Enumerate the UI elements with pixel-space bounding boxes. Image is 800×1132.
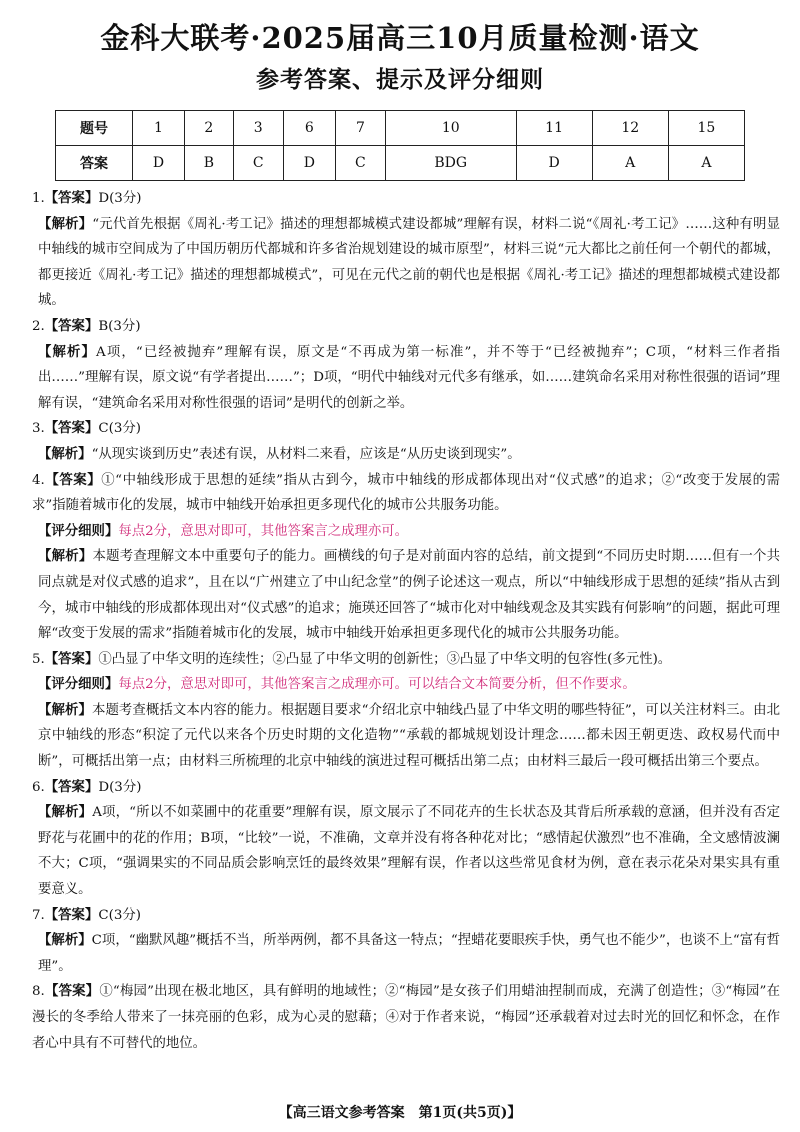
table-cell: D	[133, 146, 185, 181]
item-analysis: 【解析】C项，“幽默风趣”概括不当，所举两例，都不具备这一特点；“捏蜡花要眼疾手快，勇气也不能少”，也谈不上“富有哲理”。	[38, 932, 780, 974]
item-analysis: 【解析】本题考查理解文本中重要句子的能力。画横线的句子是对前面内容的总结，前文提到“不同历史时期……但有一个共同点就是对仪式感的追求”，且在以“广州建立了中山纪念堂”的例子论述这一观点，所以“中轴线形成于思想的延续”指从古到今，城市中轴线的形成都体现出对“仪式感”的追求；施瑛还回答了“城市化对中轴线观念及其实践有何影响”的问题，据此可理解“改变于发展的需求”指随着城市化的发展，城市中轴线开始承担更多现代化的城市公共服务功能。	[38, 548, 781, 642]
table-cell: 12	[592, 111, 668, 146]
answer-body	[20, 186, 780, 1056]
item-score-rule: 【评分细则】每点2分，意思对即可，其他答案言之成理亦可。可以结合文本简要分析，但不作要求。	[38, 676, 636, 693]
table-cell: A	[668, 146, 744, 181]
table-cell: 3	[233, 111, 283, 146]
table-cell: 7	[335, 111, 385, 146]
table-cell: 10	[385, 111, 516, 146]
table-cell: C	[335, 146, 385, 181]
answer-table	[55, 110, 745, 181]
table-row-answers	[56, 146, 745, 181]
item-answer: 2.【答案】B(3分)	[32, 317, 141, 334]
item-answer: 6.【答案】D(3分)	[32, 778, 142, 795]
page-title: 金科大联考·2025届高三10月质量检测·语文	[100, 21, 700, 55]
item-score-rule: 【评分细则】每点2分，意思对即可，其他答案言之成理亦可。	[38, 522, 409, 539]
table-cell: 11	[516, 111, 592, 146]
item-analysis: 【解析】本题考查概括文本内容的能力。根据题目要求“介绍北京中轴线凸显了中华文明的哪些特征”，可以关注材料三。由北京中轴线的形态“积淀了元代以来各个历史时期的文化造物”“承载的都城规划设计理念……都未因王朝更迭、政权易代而中断”，可概括出第一点；由材料三所梳理的北京中轴线的演进过程可概括出第二点；由材料三最后一段可概括出第三个要点。	[38, 701, 780, 770]
page-footer: 【高三语文参考答案 第1页(共5页)】	[278, 1105, 522, 1121]
table-cell: D	[283, 146, 335, 181]
table-cell: B	[185, 146, 234, 181]
table-cell: 2	[185, 111, 234, 146]
page-subtitle: 参考答案、提示及评分细则	[256, 66, 544, 93]
row-header-number: 题号	[56, 111, 133, 146]
item-answer: 5.【答案】①凸显了中华文明的连续性；②凸显了中华文明的创新性；③凸显了中华文明的包容性(多元性)。	[32, 650, 672, 667]
item-analysis: 【解析】“元代首先根据《周礼·考工记》描述的理想都城模式建设都城”理解有误，材料二说“《周礼·考工记》……这种有明显中轴线的城市空间成为了中国历朝历代都城和许多省治规划建设的城市原型”，材料三说“元大都比之前任何一个朝代的都城，都更接近《周礼·考工记》描述的理想都城模式”，可见在元代之前的朝代也是根据《周礼·考工记》描述的理想都城模式建设都城。	[38, 215, 780, 309]
item-answer: 7.【答案】C(3分)	[32, 906, 141, 923]
table-cell: C	[233, 146, 283, 181]
item-answer: 1.【答案】D(3分)	[32, 190, 142, 206]
item-analysis: 【解析】A项，“已经被抛弃”理解有误，原文是“不再成为第一标准”，并不等于“已经被抛弃”；C项，“材料三作者指出……”理解有误，原文说“有学者提出……”；D项，“明代中轴线对元代多有继承，如……建筑命名采用对称性很强的语词”理解有误，“建筑命名采用对称性很强的语词”是明代的创新之举。	[38, 343, 780, 411]
item-answer: 8.【答案】①“梅园”出现在极北地区，具有鲜明的地域性；②“梅园”是女孩子们用蜡油捏制而成，充满了创造性；③“梅园”在漫长的冬季给人带来了一抹亮丽的色彩，成为心灵的慰藉；④对于作者来说，“梅园”还承载着对过去时光的回忆和怀念，在作者心中具有不可替代的地位。	[32, 983, 780, 1051]
table-cell: 15	[668, 111, 744, 146]
item-analysis: 【解析】A项，“所以不如菜圃中的花重要”理解有误，原文展示了不同花卉的生长状态及其背后所承载的意涵，但并没有否定野花与花圃中的花的作用；B项，“比较”一说，不准确，文章并没有将各种花对比；“感情起伏激烈”也不准确，全文感情波澜不大；C项，“强调果实的不同品质会影响烹饪的最终效果”理解有误，作者以这些常见食材为例，意在表示花朵对果实具有重要意义。	[38, 804, 781, 898]
item-answer: 4.【答案】①“中轴线形成于思想的延续”指从古到今，城市中轴线的形成都体现出对“仪式感”的追求；②“改变于发展的需求”指随着城市化的发展，城市中轴线开始承担更多现代化的城市公共服务功能。	[32, 471, 780, 514]
table-cell: BDG	[385, 146, 516, 181]
table-cell: A	[592, 146, 668, 181]
item-answer: 3.【答案】C(3分)	[32, 420, 141, 437]
item-analysis: 【解析】“从现实谈到历史”表述有误，从材料二来看，应该是“从历史谈到现实”。	[38, 445, 521, 462]
row-header-answer: 答案	[56, 146, 133, 181]
table-cell: D	[516, 146, 592, 181]
table-cell: 6	[283, 111, 335, 146]
table-row-numbers	[56, 111, 745, 146]
table-cell: 1	[133, 111, 185, 146]
